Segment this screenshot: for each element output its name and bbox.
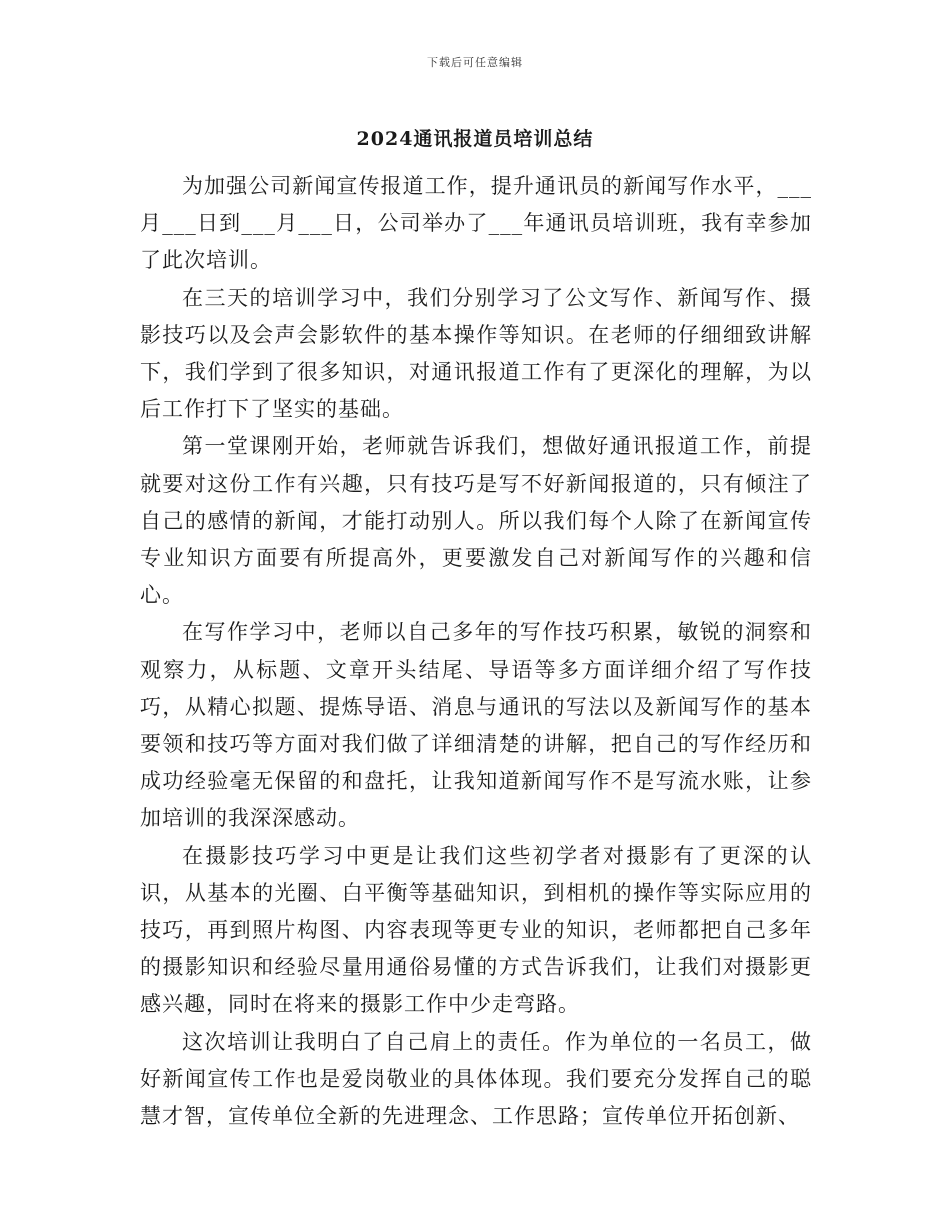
page-header-note: 下载后可任意编辑 (427, 56, 523, 69)
paragraph: 在写作学习中，老师以自己多年的写作技巧积累，敏锐的洞察和观察力，从标题、文章开头结尾、导语等多方面详细介绍了写作技巧，从精心拟题、提炼导语、消息与通讯的写法以及新闻写作的基本要领和技巧等方面对我们做了详细清楚的讲解，把自己的写作经历和成功经验毫无保留的和盘托，让我知道新闻写作不是写流水账，让参加培训的我深深感动。 (140, 620, 812, 831)
document-title: 2024通讯报道员培训总结 (356, 128, 594, 150)
paragraph: 第一堂课刚开始，老师就告诉我们，想做好通讯报道工作，前提就要对这份工作有兴趣，只有技巧是写不好新闻报道的，只有倾注了自己的感情的新闻，才能打动别人。所以我们每个人除了在新闻宣传专业知识方面要有所提高外，更要激发自己对新闻写作的兴趣和信心。 (140, 434, 812, 608)
document-body (140, 168, 812, 1135)
paragraph: 这次培训让我明白了自己肩上的责任。作为单位的一名员工，做好新闻宣传工作也是爱岗敬业的具体体现。我们要充分发挥自己的聪慧才智，宣传单位全新的先进理念、工作思路；宣传单位开拓创新、 (140, 1029, 812, 1129)
paragraph: 为加强公司新闻宣传报道工作，提升通讯员的新闻写作水平，___月___日到___月___日，公司举办了___年通讯员培训班，我有幸参加了此次培训。 (140, 174, 812, 273)
paragraph: 在三天的培训学习中，我们分别学习了公文写作、新闻写作、摄影技巧以及会声会影软件的基本操作等知识。在老师的仔细细致讲解下，我们学到了很多知识，对通讯报道工作有了更深化的理解，为以后工作打下了坚实的基础。 (140, 285, 812, 422)
paragraph: 在摄影技巧学习中更是让我们这些初学者对摄影有了更深的认识，从基本的光圈、白平衡等基础知识，到相机的操作等实际应用的技巧，再到照片构图、内容表现等更专业的知识，老师都把自己多年的摄影知识和经验尽量用通俗易懂的方式告诉我们，让我们对摄影更感兴趣，同时在将来的摄影工作中少走弯路。 (140, 843, 812, 1017)
